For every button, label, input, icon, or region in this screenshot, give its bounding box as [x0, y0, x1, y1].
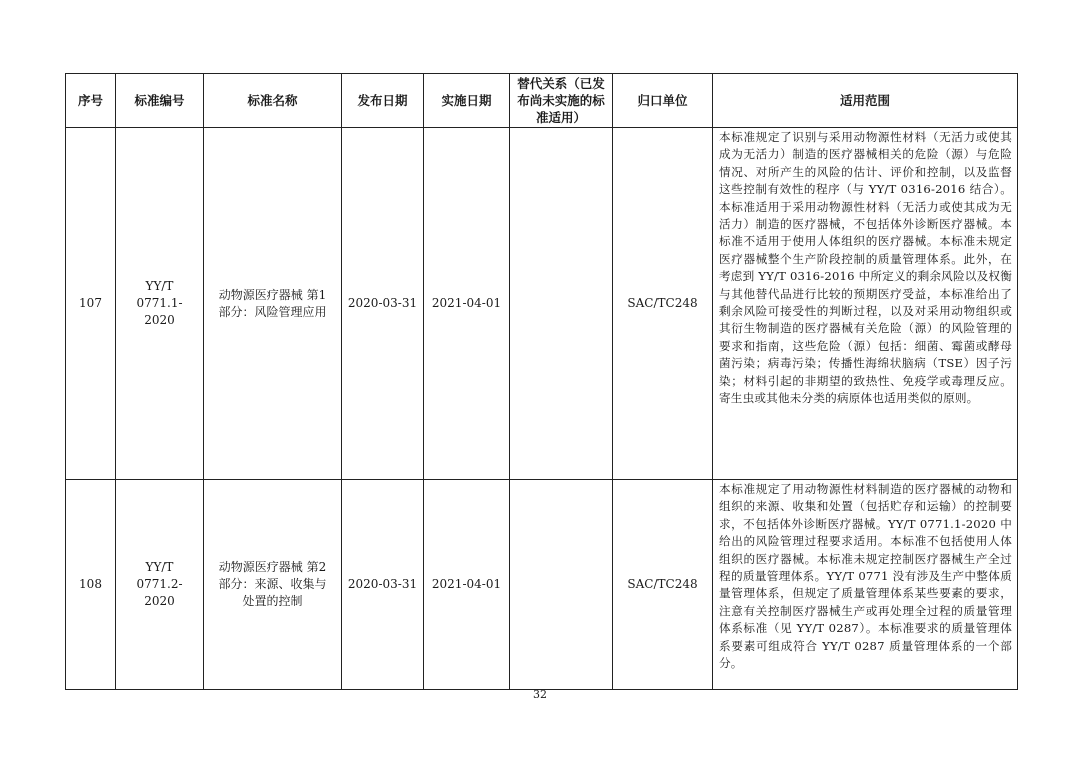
- cell-code: YY/T 0771.1-2020: [116, 128, 204, 480]
- page-number: 32: [533, 688, 547, 701]
- col-header-scope: 适用范围: [713, 74, 1018, 128]
- cell-unit: SAC/TC248: [613, 128, 713, 480]
- cell-code: YY/T 0771.2-2020: [116, 480, 204, 690]
- cell-replacement: [510, 480, 613, 690]
- col-header-code: 标准编号: [116, 74, 204, 128]
- cell-scope: 本标准规定了用动物源性材料制造的医疗器械的动物和组织的来源、收集和处置（包括贮存和运输）的控制要求，不包括体外诊断医疗器械。YY/T 0771.1-2020 中给出的风险管理过程要求适用。本标准不包括使用人体组织的医疗器械。本标准未规定控制医疗器械生产全过程的质量管理体系。YY/T 0771 没有涉及生产中整体质量管理体系，但规定了质量管理体系某些要素的要求，注意有关控制医疗器械生产或再处理全过程的质量管理体系标准（见 YY/T 0287）。本标准要求的质量管理体系要素可组成符合 YY/T 0287 质量管理体系的一个部分。: [713, 480, 1018, 690]
- cell-scope: 本标准规定了识别与采用动物源性材料（无活力或使其成为无活力）制造的医疗器械相关的危险（源）与危险情况、对所产生的风险的估计、评价和控制，以及监督这些控制有效性的程序（与 YY/T 0316-2016 结合）。本标准适用于采用动物源性材料（无活力或使其成为无活力）制造的医疗器械，不包括体外诊断医疗器械。本标准不适用于使用人体组织的医疗器械。本标准未规定医疗器械整个生产阶段控制的质量管理体系。此外，在考虑到 YY/T 0316-2016 中所定义的剩余风险以及权衡与其他替代品进行比较的预期医疗受益，本标准给出了剩余风险可接受性的判断过程，以及对采用动物组织或其衍生物制造的医疗器械有关危险（源）的风险管理的要求和指南，这些危险（源）包括：细菌、霉菌或酵母菌污染；病毒污染；传播性海绵状脑病（TSE）因子污染；材料引起的非期望的致热性、免疫学或毒理反应。寄生虫或其他未分类的病原体也适用类似的原则。: [713, 128, 1018, 480]
- col-header-publish-date: 发布日期: [342, 74, 424, 128]
- cell-name: 动物源医疗器械 第1部分：风险管理应用: [204, 128, 342, 480]
- cell-replacement: [510, 128, 613, 480]
- cell-implement-date: 2021-04-01: [424, 128, 510, 480]
- table-row: [66, 128, 1018, 480]
- col-header-name: 标准名称: [204, 74, 342, 128]
- col-header-replacement: 替代关系（已发布尚未实施的标准适用）: [510, 74, 613, 128]
- cell-no: 108: [66, 480, 116, 690]
- cell-implement-date: 2021-04-01: [424, 480, 510, 690]
- cell-no: 107: [66, 128, 116, 480]
- header-row: [66, 74, 1018, 128]
- standards-table: [65, 73, 1018, 690]
- col-header-implement-date: 实施日期: [424, 74, 510, 128]
- col-header-no: 序号: [66, 74, 116, 128]
- cell-publish-date: 2020-03-31: [342, 480, 424, 690]
- table-row: [66, 480, 1018, 690]
- cell-unit: SAC/TC248: [613, 480, 713, 690]
- cell-name: 动物源医疗器械 第2部分：来源、收集与处置的控制: [204, 480, 342, 690]
- col-header-unit: 归口单位: [613, 74, 713, 128]
- cell-publish-date: 2020-03-31: [342, 128, 424, 480]
